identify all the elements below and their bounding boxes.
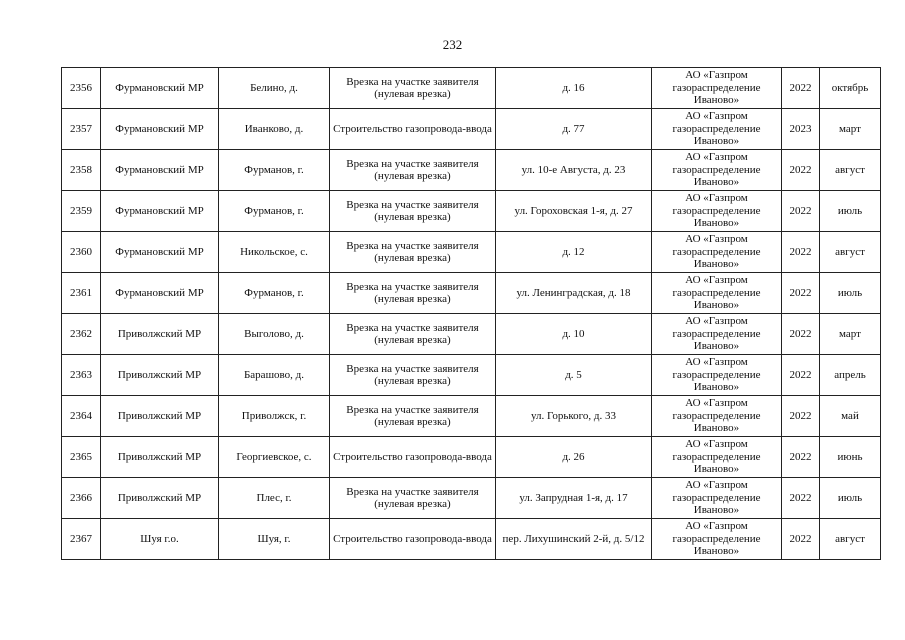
organization-cell: АО «Газпром газораспределение Иваново» [652,437,782,478]
month-cell: август [820,232,881,273]
year-cell: 2022 [782,314,820,355]
locality-cell: Фурманов, г. [219,273,330,314]
row-number-cell: 2358 [62,150,101,191]
organization-cell: АО «Газпром газораспределение Иваново» [652,478,782,519]
locality-cell: Фурманов, г. [219,191,330,232]
organization-cell: АО «Газпром газораспределение Иваново» [652,519,782,560]
organization-cell: АО «Газпром газораспределение Иваново» [652,232,782,273]
table-row [62,150,881,191]
organization-cell: АО «Газпром газораспределение Иваново» [652,191,782,232]
month-cell: август [820,519,881,560]
month-cell: июль [820,273,881,314]
district-cell: Приволжский МР [101,314,219,355]
locality-cell: Белино, д. [219,68,330,109]
district-cell: Приволжский МР [101,437,219,478]
locality-cell: Никольское, с. [219,232,330,273]
table-row [62,109,881,150]
row-number-cell: 2356 [62,68,101,109]
district-cell: Фурмановский МР [101,109,219,150]
month-cell: май [820,396,881,437]
month-cell: март [820,314,881,355]
district-cell: Приволжский МР [101,478,219,519]
table-row [62,314,881,355]
district-cell: Фурмановский МР [101,191,219,232]
row-number-cell: 2364 [62,396,101,437]
work-type-cell: Врезка на участке заявителя (нулевая врезка) [330,68,496,109]
year-cell: 2022 [782,191,820,232]
work-type-cell: Врезка на участке заявителя (нулевая врезка) [330,355,496,396]
locality-cell: Георгиевское, с. [219,437,330,478]
table-row [62,68,881,109]
year-cell: 2022 [782,519,820,560]
year-cell: 2022 [782,68,820,109]
row-number-cell: 2362 [62,314,101,355]
address-cell: ул. 10-е Августа, д. 23 [496,150,652,191]
month-cell: апрель [820,355,881,396]
row-number-cell: 2360 [62,232,101,273]
table-row [62,519,881,560]
work-type-cell: Врезка на участке заявителя (нулевая врезка) [330,396,496,437]
month-cell: март [820,109,881,150]
locality-cell: Выголово, д. [219,314,330,355]
work-type-cell: Строительство газопровода-ввода [330,519,496,560]
organization-cell: АО «Газпром газораспределение Иваново» [652,150,782,191]
district-cell: Шуя г.о. [101,519,219,560]
work-type-cell: Строительство газопровода-ввода [330,437,496,478]
district-cell: Фурмановский МР [101,68,219,109]
year-cell: 2022 [782,478,820,519]
organization-cell: АО «Газпром газораспределение Иваново» [652,68,782,109]
address-cell: д. 12 [496,232,652,273]
month-cell: июль [820,191,881,232]
address-cell: д. 16 [496,68,652,109]
year-cell: 2022 [782,232,820,273]
year-cell: 2022 [782,273,820,314]
table-body [62,68,881,560]
locality-cell: Барашово, д. [219,355,330,396]
work-type-cell: Врезка на участке заявителя (нулевая врезка) [330,314,496,355]
locality-cell: Иванково, д. [219,109,330,150]
locality-cell: Плес, г. [219,478,330,519]
district-cell: Фурмановский МР [101,150,219,191]
address-cell: ул. Запрудная 1-я, д. 17 [496,478,652,519]
work-type-cell: Врезка на участке заявителя (нулевая врезка) [330,273,496,314]
address-cell: ул. Гороховская 1-я, д. 27 [496,191,652,232]
row-number-cell: 2366 [62,478,101,519]
row-number-cell: 2367 [62,519,101,560]
table-row [62,273,881,314]
district-cell: Приволжский МР [101,355,219,396]
gas-connection-table [61,67,881,560]
organization-cell: АО «Газпром газораспределение Иваново» [652,273,782,314]
organization-cell: АО «Газпром газораспределение Иваново» [652,109,782,150]
month-cell: июль [820,478,881,519]
locality-cell: Фурманов, г. [219,150,330,191]
district-cell: Приволжский МР [101,396,219,437]
address-cell: д. 10 [496,314,652,355]
address-cell: пер. Лихушинский 2-й, д. 5/12 [496,519,652,560]
organization-cell: АО «Газпром газораспределение Иваново» [652,355,782,396]
month-cell: октябрь [820,68,881,109]
month-cell: июнь [820,437,881,478]
year-cell: 2022 [782,437,820,478]
year-cell: 2022 [782,396,820,437]
work-type-cell: Врезка на участке заявителя (нулевая врезка) [330,478,496,519]
address-cell: д. 5 [496,355,652,396]
table-row [62,437,881,478]
address-cell: ул. Ленинградская, д. 18 [496,273,652,314]
year-cell: 2022 [782,150,820,191]
district-cell: Фурмановский МР [101,232,219,273]
organization-cell: АО «Газпром газораспределение Иваново» [652,314,782,355]
organization-cell: АО «Газпром газораспределение Иваново» [652,396,782,437]
work-type-cell: Строительство газопровода-ввода [330,109,496,150]
year-cell: 2023 [782,109,820,150]
row-number-cell: 2359 [62,191,101,232]
table-row [62,478,881,519]
locality-cell: Приволжск, г. [219,396,330,437]
row-number-cell: 2363 [62,355,101,396]
work-type-cell: Врезка на участке заявителя (нулевая врезка) [330,150,496,191]
row-number-cell: 2361 [62,273,101,314]
year-cell: 2022 [782,355,820,396]
page-number: 232 [442,37,463,52]
table-row [62,396,881,437]
table-row [62,355,881,396]
row-number-cell: 2357 [62,109,101,150]
locality-cell: Шуя, г. [219,519,330,560]
work-type-cell: Врезка на участке заявителя (нулевая врезка) [330,232,496,273]
district-cell: Фурмановский МР [101,273,219,314]
address-cell: д. 26 [496,437,652,478]
row-number-cell: 2365 [62,437,101,478]
address-cell: д. 77 [496,109,652,150]
table-row [62,191,881,232]
table-row [62,232,881,273]
month-cell: август [820,150,881,191]
address-cell: ул. Горького, д. 33 [496,396,652,437]
work-type-cell: Врезка на участке заявителя (нулевая врезка) [330,191,496,232]
